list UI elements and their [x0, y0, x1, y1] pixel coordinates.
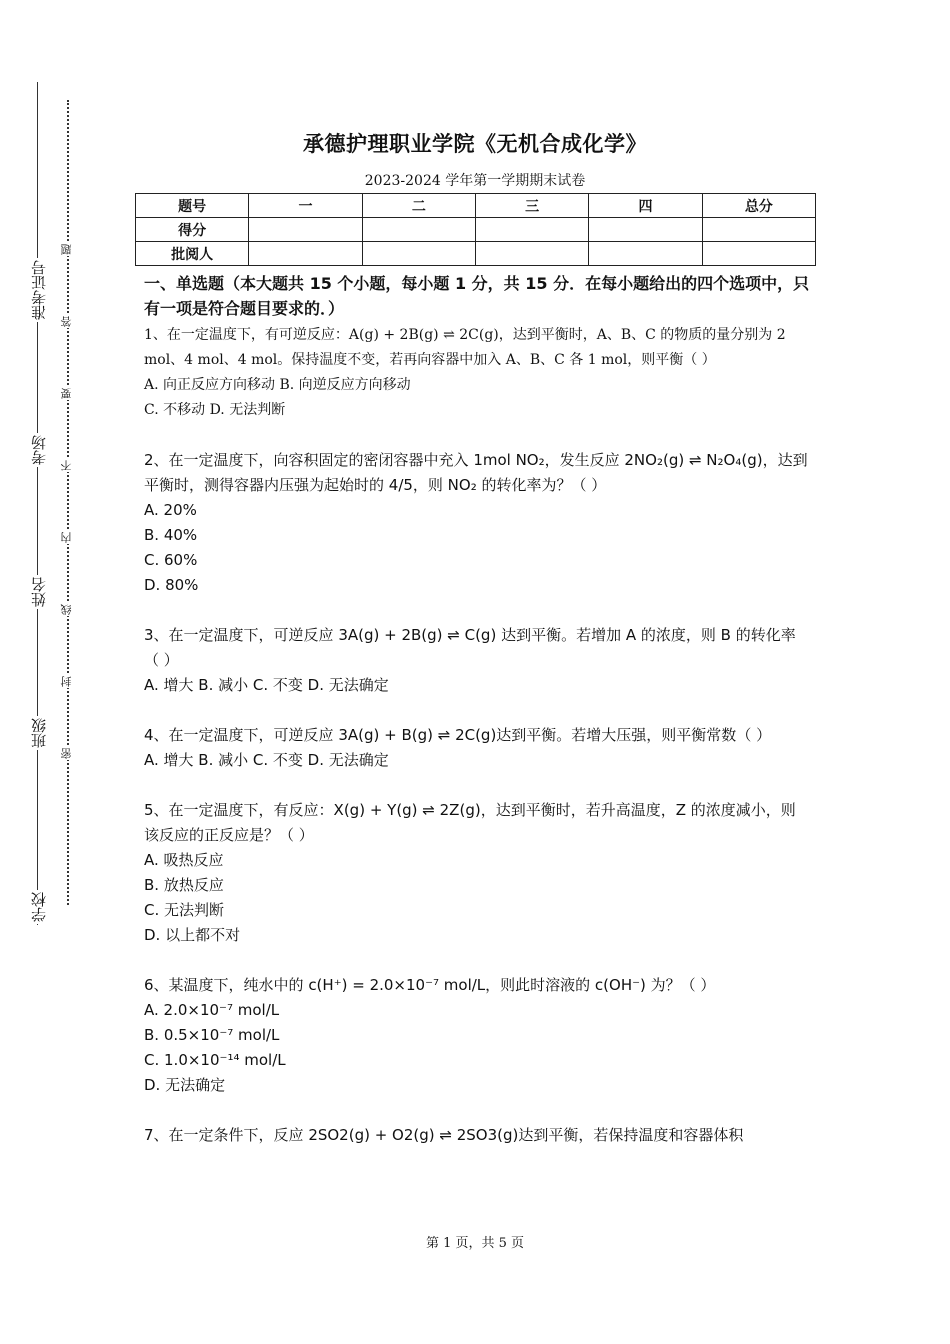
question-6 [144, 973, 810, 1098]
exam-subtitle: 2023-2024 学年第一学期期末试卷 [364, 173, 586, 189]
score-table [135, 193, 816, 266]
page-footer: 第 1 页，共 5 页 [425, 1236, 525, 1251]
score-header-cell: 题号 [136, 194, 249, 218]
score-cell[interactable] [702, 218, 815, 242]
reviewer-cell[interactable] [702, 242, 815, 266]
seal-char: 线 [60, 604, 73, 615]
question-option: C. 不移动 D. 无法判断 [144, 402, 286, 418]
reviewer-cell[interactable] [589, 242, 702, 266]
seal-char: 内 [60, 532, 73, 543]
reviewer-cell[interactable] [362, 242, 475, 266]
question-stem: 2、在一定温度下，向容积固定的密闭容器中充入 1mol NO₂，发生反应 2NO₂(g) ⇌ N₂O₄(g)，达到平衡时，测得容器内压强为起始时的 4/5，则 NO₂ 的转化率为？（ ） [144, 451, 808, 494]
question-2 [144, 448, 810, 598]
question-1 [144, 323, 810, 423]
score-header-cell: 二 [362, 194, 475, 218]
score-table-header-row [136, 194, 816, 218]
score-row [136, 218, 816, 242]
class-label: 班级 [30, 718, 48, 748]
question-5 [144, 798, 810, 948]
seal-char: 题 [60, 244, 73, 255]
question-stem: 5、在一定温度下，有反应：X(g) + Y(g) ⇌ 2Z(g)，达到平衡时，若升高温度，Z 的浓度减小，则该反应的正反应是？（ ） [144, 801, 796, 844]
exam-room-label: 考场 [30, 435, 48, 465]
reviewer-row-label: 批阅人 [136, 242, 249, 266]
question-option: A. 吸热反应 [144, 851, 224, 869]
question-3 [144, 623, 810, 698]
question-option: C. 1.0×10⁻¹⁴ mol/L [144, 1051, 286, 1069]
question-option: A. 增大 B. 减小 C. 不变 D. 无法确定 [144, 676, 389, 694]
exam-number-label: 准考证号 [30, 260, 48, 320]
score-header-cell: 一 [249, 194, 362, 218]
reviewer-cell[interactable] [249, 242, 362, 266]
seal-dotted-line [67, 100, 69, 905]
exam-title: 承德护理职业学院《无机合成化学》 [303, 132, 647, 156]
question-stem: 7、在一定条件下，反应 2SO2(g) + O2(g) ⇌ 2SO3(g)达到平衡，若保持温度和容器体积 [144, 1126, 744, 1144]
binding-line [37, 82, 38, 925]
question-option: C. 60% [144, 551, 198, 569]
score-row-label: 得分 [136, 218, 249, 242]
question-option: B. 40% [144, 526, 198, 544]
score-header-cell: 总分 [702, 194, 815, 218]
reviewer-row [136, 242, 816, 266]
school-label: 学校 [30, 892, 48, 922]
question-option: D. 以上都不对 [144, 926, 241, 944]
score-cell[interactable] [475, 218, 588, 242]
question-option: B. 放热反应 [144, 876, 224, 894]
question-stem: 1、在一定温度下，有可逆反应：A(g) + 2B(g) ⇌ 2C(g)，达到平衡时，A、B、C 的物质的量分别为 2 mol、4 mol、4 mol。保持温度不变，若再向容器中加入 A、B、C 各 1 mol，则平衡（ ） [144, 327, 786, 368]
question-stem: 6、某温度下，纯水中的 c(H⁺) = 2.0×10⁻⁷ mol/L，则此时溶液的 c(OH⁻) 为？（ ） [144, 976, 716, 994]
question-option: B. 0.5×10⁻⁷ mol/L [144, 1026, 280, 1044]
seal-char: 封 [60, 676, 73, 687]
question-option: D. 无法确定 [144, 1076, 226, 1094]
seal-char: 要 [60, 388, 73, 399]
question-option: A. 20% [144, 501, 197, 519]
reviewer-cell[interactable] [475, 242, 588, 266]
question-option: A. 2.0×10⁻⁷ mol/L [144, 1001, 280, 1019]
name-label: 姓名 [30, 577, 48, 607]
question-option: A. 向正反应方向移动 B. 向逆反应方向移动 [144, 377, 411, 393]
score-cell[interactable] [589, 218, 702, 242]
score-cell[interactable] [249, 218, 362, 242]
score-header-cell: 四 [589, 194, 702, 218]
exam-content [144, 271, 810, 1148]
score-cell[interactable] [362, 218, 475, 242]
question-stem: 3、在一定温度下，可逆反应 3A(g) + 2B(g) ⇌ C(g) 达到平衡。若增加 A 的浓度，则 B 的转化率（ ） [144, 626, 796, 669]
seal-char: 密 [60, 748, 73, 759]
question-4 [144, 723, 810, 773]
question-option: A. 增大 B. 减小 C. 不变 D. 无法确定 [144, 751, 389, 769]
question-stem: 4、在一定温度下，可逆反应 3A(g) + B(g) ⇌ 2C(g)达到平衡。若增大压强，则平衡常数（ ） [144, 726, 772, 744]
score-header-cell: 三 [475, 194, 588, 218]
question-option: D. 80% [144, 576, 199, 594]
question-7 [144, 1123, 810, 1148]
seal-char: 不 [60, 460, 73, 471]
question-option: C. 无法判断 [144, 901, 225, 919]
section-heading: 一、单选题（本大题共 15 个小题，每小题 1 分，共 15 分．在每小题给出的四个选项中，只有一项是符合题目要求的．） [144, 274, 810, 318]
seal-char: 答 [60, 316, 73, 327]
